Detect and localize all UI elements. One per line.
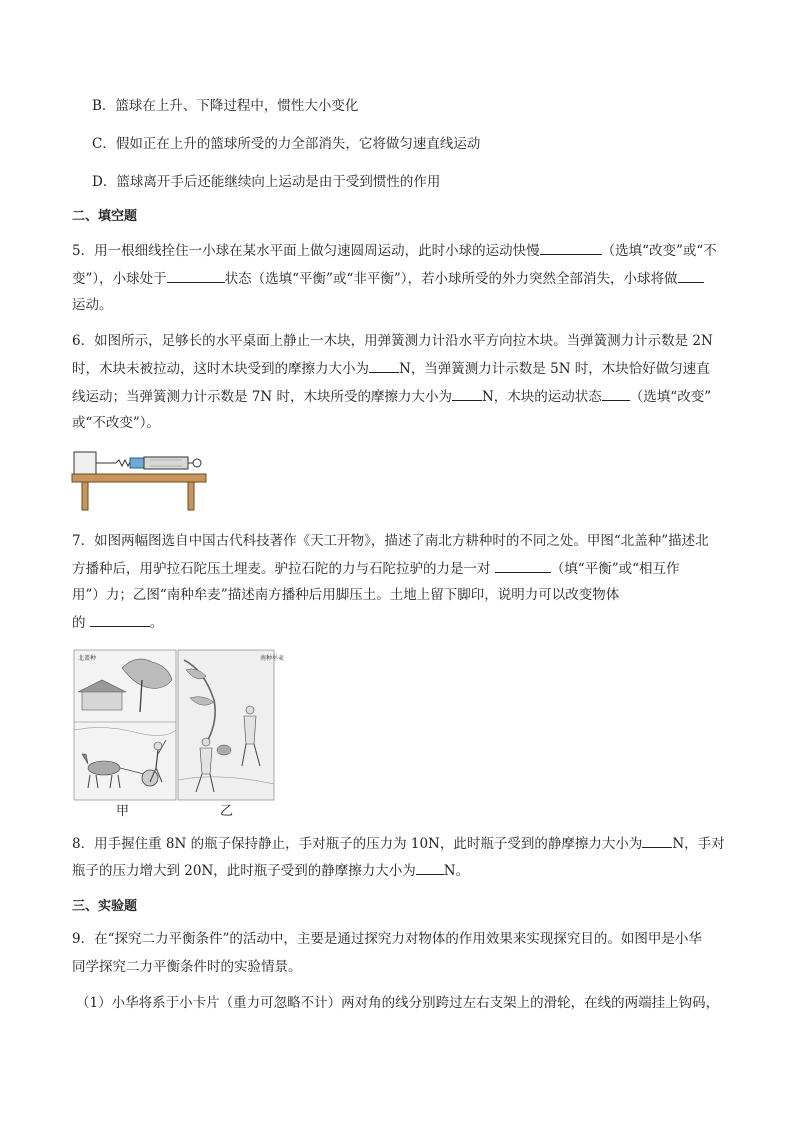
- figure-left-panel: [74, 650, 176, 800]
- q7-line4: 的 。: [72, 612, 163, 633]
- option-d: D．篮球离开手后还能继续向上运动是由于受到惯性的作用: [92, 174, 441, 190]
- q6-line2: 时，木块未被拉动，这时木块受到的摩擦力大小为 N，当弹簧测力计示数是 5N 时，木块恰好做匀速直: [72, 358, 710, 379]
- q6-line1: 6．如图所示，足够长的水平桌面上静止一木块，用弹簧测力计沿水平方向拉木块。当弹簧测力计示数是 2N: [72, 333, 713, 349]
- q5-line2: 变”），小球处于 状态（选填“平衡”或“非平衡”），若小球所受的外力突然全部消失，小球将做: [72, 268, 704, 289]
- q5-blank1: [540, 240, 602, 255]
- figure-left-title: 北盖种: [78, 655, 97, 662]
- figure-caption-yi: 乙: [220, 804, 234, 819]
- q6-blank2: [452, 386, 482, 401]
- section-experiment-title: 三、实验题: [72, 899, 138, 914]
- q5-blank3: [678, 268, 704, 283]
- option-c: C．假如正在上升的篮球所受的力全部消失，它将做匀速直线运动: [92, 136, 481, 152]
- q6-blank1: [369, 358, 399, 373]
- q9-line2: 同学探究二力平衡条件时的实验情景。: [72, 959, 302, 975]
- figure-caption-jia: 甲: [116, 804, 130, 819]
- q5-line1: 5．用一根细线拴住一小球在某水平面上做匀速圆周运动，此时小球的运动快慢 （选填“改变”或“不: [72, 240, 717, 261]
- q7-line1: 7．如图两幅图选自中国古代科技著作《天工开物》，描述了南北方耕种时的不同之处。甲图“北盖种”描述北: [72, 533, 709, 549]
- q7-line2: 方播种后，用驴拉石陀压土埋麦。驴拉石陀的力与石陀拉驴的力是一对 （填“平衡”或“相互作: [72, 558, 680, 579]
- option-b: B．篮球在上升、下降过程中，惯性大小变化: [92, 98, 359, 114]
- q8-line2: 瓶子的压力增大到 20N，此时瓶子受到的静摩擦力大小为 N。: [72, 860, 469, 881]
- q8-blank2: [416, 860, 444, 875]
- q7-line3: 用”）力；乙图“南种牟麦”描述南方播种后用脚压土。土地上留下脚印，说明力可以改变物体: [72, 587, 620, 603]
- q8-line1: 8．用手握住重 8N 的瓶子保持静止，手对瓶子的压力为 10N，此时瓶子受到的静摩擦力大小为 N，手对: [72, 833, 725, 854]
- q7-blank2: [90, 612, 150, 627]
- q6-blank3: [602, 386, 630, 401]
- q9-line3: （1）小华将系于小卡片（重力可忽略不计）两对角的线分别跨过左右支架上的滑轮，在线的两端挂上钩码，: [76, 995, 720, 1011]
- q7-blank1: [495, 558, 551, 573]
- q5-line3: 运动。: [72, 297, 113, 313]
- q6-figure-spring-scale: [70, 448, 210, 514]
- figure-right-title: 南种牟麦: [260, 655, 285, 662]
- section-fill-in-title: 二、填空题: [72, 209, 138, 224]
- figure-right-panel: [178, 650, 284, 800]
- q6-line3: 线运动；当弹簧测力计示数是 7N 时，木块所受的摩擦力大小为 N，木块的运动状态 （选填“改变”: [72, 386, 711, 407]
- q6-line4: 或“不改变”）。: [72, 415, 161, 431]
- q7-figure-tiangong-kaiwu: [74, 650, 285, 800]
- q5-blank2: [167, 268, 225, 283]
- q8-blank1: [642, 833, 672, 848]
- q9-line1: 9．在“探究二力平衡条件”的活动中，主要是通过探究力对物体的作用效果来实现探究目的。如图甲是小华: [72, 931, 702, 947]
